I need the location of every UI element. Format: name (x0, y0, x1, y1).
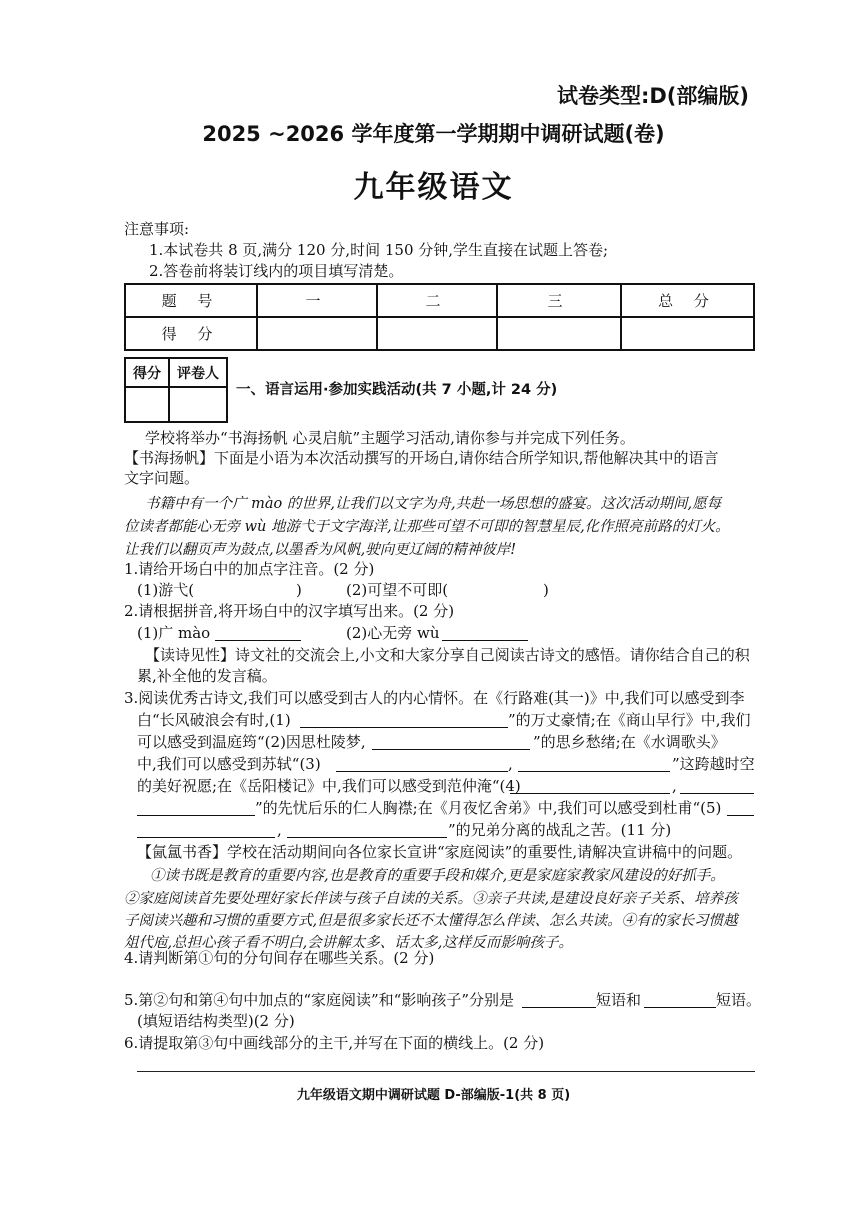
score-table-header-label: 题 号 (125, 284, 257, 317)
grader-score-label: 得分 (125, 358, 169, 387)
question-6: 6.请提取第③句中画线部分的主干,并写在下面的横线上。(2 分) (124, 1034, 545, 1052)
question-1: 1.请给开场白中的加点字注音。(2 分) (124, 560, 375, 578)
family-reading-passage-3: 子阅读兴趣和习惯的重要方式,但是很多家长还不太懂得怎么伴读、怎么共读。④有的家长习惯越 (124, 913, 738, 929)
opening-passage-line-1: 书籍中有一个广 mào 的世界,让我们以文字为舟,共赴一场思想的盛宴。这次活动期间,愿每 (145, 496, 722, 512)
score-table-col-1: 一 (257, 284, 377, 317)
notice-item-1: 1.本试卷共 8 页,满分 120 分,时间 150 分钟,学生直接在试题上答卷; (149, 241, 609, 259)
grader-name-cell[interactable] (169, 387, 227, 422)
question-3-text-2b: ”的万丈豪情;在《商山早行》中,我们 (508, 711, 751, 729)
question-3-text-6a: ”的先忧后乐的仁人胸襟;在《月夜忆舍弟》中,我们可以感受到杜甫“(5) (255, 799, 722, 817)
grader-name-label: 评卷人 (169, 358, 227, 387)
question-3-text-7: ”的兄弟分离的战乱之苦。(11 分) (448, 821, 672, 839)
question-1-part-1: (1)游弋( (137, 581, 195, 599)
family-reading-passage-1: ①读书既是教育的重要内容,也是教育的重要手段和媒介,更是家庭家教家风建设的好抓手。 (150, 868, 725, 884)
answer-blank-q3-5b[interactable] (137, 823, 275, 838)
question-3-text-4a: 中,我们可以感受到苏轼“(3) (137, 755, 321, 773)
answer-blank-q3-5a[interactable] (727, 801, 754, 816)
question-3-text-4b: ”这跨越时空 (672, 755, 755, 773)
question-3-comma-5: , (277, 821, 282, 839)
question-3-text-3b: ”的思乡愁绪;在《水调歌头》 (533, 733, 726, 751)
answer-blank-q3-4b[interactable] (680, 779, 754, 794)
page-footer: 九年级语文期中调研试题 D-部编版-1(共 8 页) (296, 1088, 571, 1103)
section1-title: 一、语言运用·参加实践活动(共 7 小题,计 24 分) (236, 382, 558, 398)
question-1-part-2: (2)可望不可即( (346, 581, 449, 599)
notice-item-2: 2.答卷前将装订线内的项目填写清楚。 (149, 262, 404, 280)
opening-passage-line-2: 位读者都能心无旁 wù 地游弋于文字海洋,让那些可望不可即的智慧星辰,化作照亮前路的灯火。 (124, 519, 730, 535)
task1-text-2: 文字问题。 (124, 469, 200, 487)
family-reading-passage-4: 俎代庖,总担心孩子看不明白,会讲解太多、话太多,这样反而影响孩子。 (124, 935, 573, 951)
notice-heading: 注意事项: (124, 220, 190, 238)
question-2-part-2: (2)心无旁 wù (346, 624, 440, 642)
score-table-col-3: 三 (497, 284, 621, 317)
subject-title: 九年级语文 (353, 170, 514, 205)
question-2-part-1: (1)广 mào (137, 624, 211, 642)
paper-type-label: 试卷类型:D(部编版) (556, 84, 749, 108)
question-5-text-c: 短语。 (716, 991, 762, 1009)
exam-title: 2025 ~2026 学年度第一学期期中调研试题(卷) (202, 122, 665, 146)
answer-blank-q2-2[interactable] (442, 626, 528, 641)
family-reading-passage-2: ②家庭阅读首先要处理好家长伴读与孩子自读的关系。③亲子共读,是建设良好亲子关系、培养孩 (124, 891, 738, 907)
answer-blank-q3-4a[interactable] (510, 779, 670, 794)
question-2: 2.请根据拼音,将开场白中的汉字填写出来。(2 分) (124, 602, 455, 620)
score-table-col-2: 二 (377, 284, 497, 317)
answer-blank-q3-2[interactable] (372, 735, 530, 750)
opening-passage-line-3: 让我们以翻页声为鼓点,以墨香为风帆,驶向更辽阔的精神彼岸! (124, 542, 517, 558)
answer-blank-q3-1[interactable] (300, 713, 508, 728)
answer-blank-q3-4c[interactable] (137, 801, 255, 816)
question-5-text-b: 短语和 (596, 991, 642, 1009)
answer-blank-q2-1[interactable] (215, 626, 301, 641)
answer-blank-q3-5c[interactable] (287, 823, 447, 838)
question-3-text-5a: 的美好祝愿;在《岳阳楼记》中,我们可以感受到范仲淹“(4) (137, 777, 521, 795)
answer-blank-q3-3b[interactable] (518, 757, 670, 772)
answer-line-q6[interactable] (137, 1071, 755, 1072)
question-1-part-1-close: ) (296, 581, 302, 599)
score-cell-total[interactable] (621, 317, 754, 350)
question-3-text-3a: 可以感受到温庭筠“(2)因思杜陵梦, (137, 733, 366, 751)
question-5-text-a: 5.第②句和第④句中加点的“家庭阅读”和“影响孩子”分别是 (124, 991, 514, 1009)
task3-text: 【氤氲书香】学校在活动期间向各位家长宣讲“家庭阅读”的重要性,请解决宣讲稿中的问题。 (137, 843, 743, 861)
task2-text-1: 【读诗见性】诗文社的交流会上,小文和大家分享自己阅读古诗文的感悟。请你结合自己的积 (145, 646, 750, 664)
score-table-row-label: 得 分 (125, 317, 257, 350)
grader-box (124, 357, 228, 423)
grader-score-cell[interactable] (125, 387, 169, 422)
section1-intro: 学校将举办“书海扬帆 心灵启航”主题学习活动,请你参与并完成下列任务。 (145, 429, 635, 447)
question-3-comma-3: , (508, 755, 513, 773)
score-cell-1[interactable] (257, 317, 377, 350)
underline-segment (432, 929, 530, 931)
score-table-col-total: 总 分 (621, 284, 754, 317)
score-cell-2[interactable] (377, 317, 497, 350)
question-1-part-2-close: ) (543, 581, 549, 599)
score-cell-3[interactable] (497, 317, 621, 350)
question-5-text-d: (填短语结构类型)(2 分) (137, 1012, 295, 1030)
question-3-text-2a: 白“长风破浪会有时,(1) (137, 711, 291, 729)
task1-text-1: 【书海扬帆】下面是小语为本次活动撰写的开场白,请你结合所学知识,帮他解决其中的语言 (124, 449, 719, 467)
task2-text-2: 累,补全他的发言稿。 (137, 667, 277, 685)
score-table (124, 283, 755, 351)
question-3-line-1: 3.阅读优秀古诗文,我们可以感受到古人的内心情怀。在《行路难(其一)》中,我们可以感受到李 (124, 689, 745, 707)
answer-blank-q3-3a[interactable] (336, 757, 508, 772)
answer-blank-q5-1[interactable] (522, 993, 596, 1008)
question-3-comma-4: , (672, 777, 677, 795)
answer-blank-q5-2[interactable] (644, 993, 716, 1008)
question-4: 4.请判断第①句的分句间存在哪些关系。(2 分) (124, 949, 435, 967)
